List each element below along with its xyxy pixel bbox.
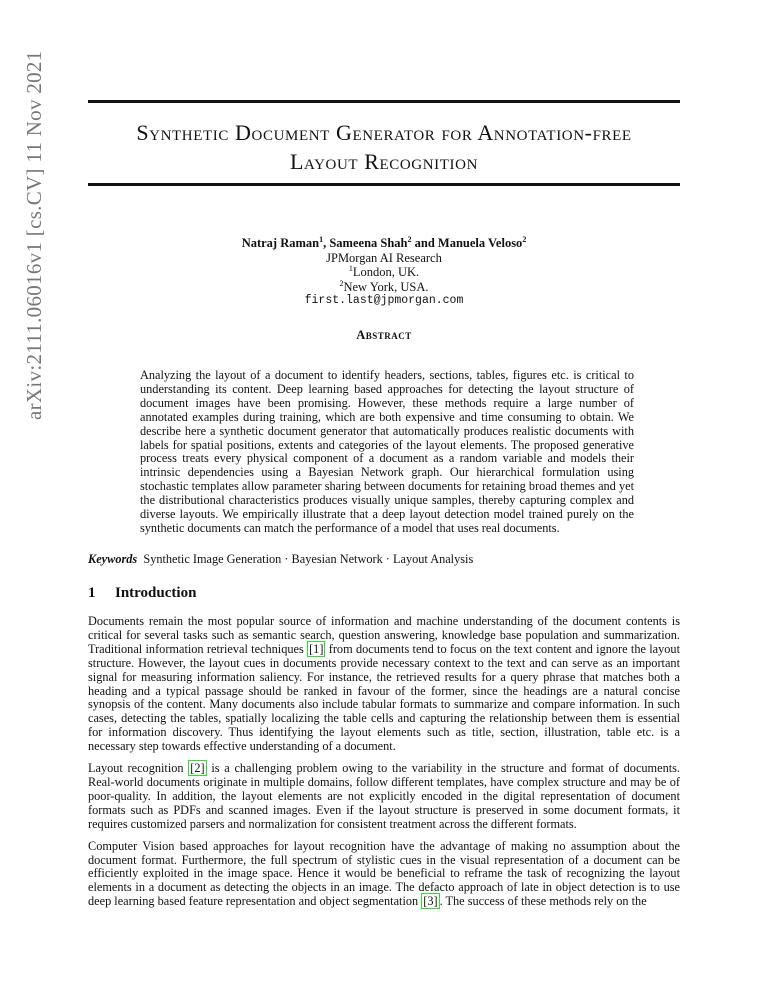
paragraph-text: . The success of these methods rely on the xyxy=(439,894,647,909)
author-1: Natraj Raman xyxy=(241,236,320,250)
location-2-text: New York, USA. xyxy=(343,279,429,294)
body-text xyxy=(88,615,680,917)
location-2-marker: 2 xyxy=(339,278,344,288)
affiliation: JPMorgan AI Research xyxy=(326,250,442,265)
paragraph-text: Computer Vision based approaches for layout recognition have the advantage of making no assumption about the document format. Furthermore, the full spectrum of stylistic cues in the visual representation of a document can be efficiently exploited in the image space. Hence it would be beneficial to reframe the task of recognizing the layout elements in a document as detecting the objects in an image. The defacto approach of late in object detection is to use deep learning based feature representation and object segmentation xyxy=(88,838,680,909)
citation-link[interactable]: [2] xyxy=(190,761,205,776)
author-2: , Sameena Shah xyxy=(323,236,408,250)
location-1 xyxy=(88,265,680,280)
abstract-text: Analyzing the layout of a document to identify headers, sections, tables, figures etc. is critical to understanding its content. Deep learning based approaches for detecting the layout structure of document images have been promising. However, these methods require a large number of annotated examples during training, which are both expensive and time consuming to obtain. We describe here a synthetic document generator that automatically produces realistic documents with labels for spatial positions, extents and categories of the layout elements. The proposed generative process treats every physical component of a document as a random variable and models their intrinsic dependencies using a Bayesian Network graph. Our hierarchical formulation using stochastic templates allow parameter sharing between documents for retaining broad themes and yet the distributional characteristics produces visually unique samples, thereby capturing complex and diverse layouts. We empirically illustrate that a deep layout detection model trained purely on the synthetic documents can match the performance of a model that uses real documents. xyxy=(140,368,634,535)
paper-title xyxy=(88,118,680,176)
author-3-affil: 2 xyxy=(522,234,527,244)
section-heading xyxy=(88,585,196,602)
location-1-marker: 1 xyxy=(348,263,353,273)
author-1-affil: 1 xyxy=(319,234,324,244)
paragraph xyxy=(88,615,680,754)
citation-link[interactable]: [3] xyxy=(423,894,438,909)
keywords-list: Synthetic Image Generation · Bayesian Network · Layout Analysis xyxy=(143,552,474,566)
citation-link[interactable]: [1] xyxy=(309,641,324,656)
paragraph xyxy=(88,762,680,832)
arxiv-identifier: arXiv:2111.06016v1 [cs.CV] 11 Nov 2021 xyxy=(22,50,46,420)
paragraph-text: is a challenging problem owing to the variability in the structure and format of documents. Real-world documents originate in multiple domains, follow different templates, have complex structure and may be of poor-quality. In addition, the layout elements are not explicitly encoded in the digital representation of document formats such as PDFs and scanned images. Even if the layout structure is preserved in some document formats, it requires customized parsers and normalization for consistent treatment across the different formats. xyxy=(88,761,680,831)
title-line-1: Synthetic Document Generator for Annotation-free xyxy=(136,120,632,145)
paragraph-text: Layout recognition xyxy=(88,761,189,776)
author-names xyxy=(88,236,680,251)
author-email: first.last@jpmorgan.com xyxy=(304,294,464,307)
abstract-heading: Abstract xyxy=(356,328,412,342)
title-line-2: Layout Recognition xyxy=(289,149,478,174)
section-number: 1 xyxy=(88,585,96,601)
keywords-label: Keywords xyxy=(88,552,138,566)
paragraph-text: from documents tend to focus on the text content and ignore the layout structure. However, the layout cues in documents provide necessary context to the text and can serve as an important signal for measuring information saliency. For instance, the retrieved results for a query phrase that matches both a heading and a typical passage should be ranked in favour of the former, since the headings are a natural concise synopsis of the content. Many documents also include tabular formats to summarize and compare information. In such cases, detecting the tables, spatially localizing the table cells and capturing the relationship between them is essential for information discovery. Thus identifying the layout elements such as title, section, illustration, table etc. is a necessary step towards effective understanding of a document. xyxy=(88,641,680,754)
author-block xyxy=(88,236,680,309)
keywords xyxy=(88,552,680,567)
paragraph xyxy=(88,840,680,910)
location-2 xyxy=(88,280,680,295)
author-3: and Manuela Veloso xyxy=(411,236,523,250)
author-2-affil: 2 xyxy=(407,234,412,244)
paragraph-text: Documents remain the most popular source of information and machine understanding of the document contents is critical for several tasks such as semantic search, question answering, knowledge base population and summarization. Traditional information retrieval techniques xyxy=(88,614,680,656)
section-title: Introduction xyxy=(115,585,197,601)
top-rule xyxy=(88,100,680,103)
bottom-rule xyxy=(88,183,680,186)
location-1-text: London, UK. xyxy=(352,265,420,279)
